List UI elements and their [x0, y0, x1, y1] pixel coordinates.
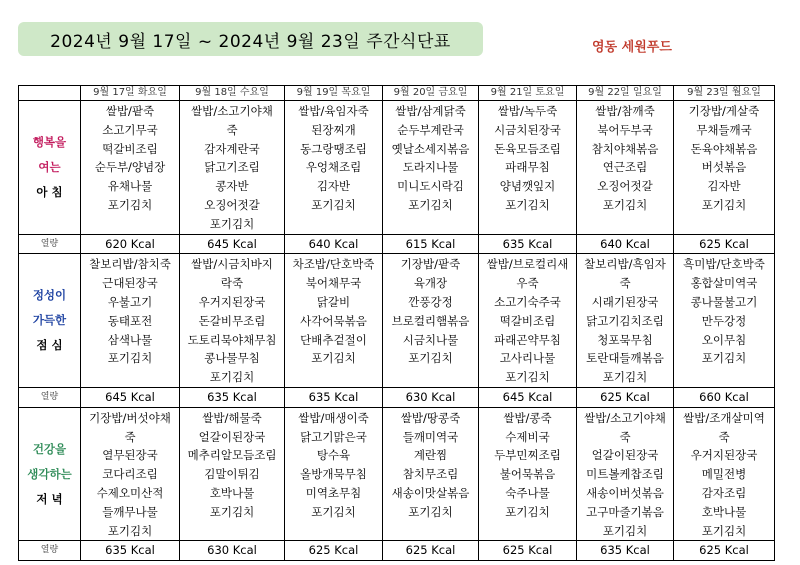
menu-item: 메밀전병: [701, 467, 747, 482]
menu-item: 새송이맛살볶음: [391, 485, 470, 500]
menu-item: 닭고기조림: [204, 160, 260, 175]
meal-cell: [180, 254, 285, 388]
meal-cell: [180, 407, 285, 541]
menu-item: 들깨미역국: [402, 429, 459, 444]
menu-item: 포기김치: [408, 504, 453, 519]
menu-item: 우불고기: [107, 294, 153, 309]
menu-item: 육개장: [413, 276, 448, 291]
menu-item: 쌀밥/녹두죽: [497, 104, 558, 118]
menu-item: 떡갈비조림: [499, 313, 556, 328]
meal-label-line: 행복을: [32, 134, 67, 149]
menu-item: 코다리조림: [102, 467, 158, 482]
day-header: 9월 22일 일요일: [577, 86, 674, 101]
menu-item: 락죽: [220, 276, 244, 291]
day-header: 9월 20일 금요일: [383, 86, 479, 101]
kcal-label: 열량: [19, 234, 81, 254]
menu-item: 포기김치: [107, 351, 153, 366]
kcal-value: 645 Kcal: [81, 387, 180, 407]
meal-cell: [577, 254, 674, 388]
menu-item: 홍합살미역국: [690, 276, 758, 291]
menu-item: 죽: [619, 429, 631, 444]
kcal-value: 625 Kcal: [674, 541, 775, 561]
menu-item: 찰보리밥/참치죽: [89, 257, 171, 272]
menu-item: 올방개묵무침: [300, 467, 367, 482]
menu-item: 얼갈이된장국: [591, 448, 659, 463]
meal-cell: [577, 101, 674, 235]
menu-item: 포기김치: [408, 351, 453, 366]
menu-item: 쌀밥/조개살미역: [683, 410, 765, 425]
menu-item: 차조밥/단호박죽: [292, 257, 375, 272]
meal-cell: [479, 101, 577, 235]
menu-item: 깐풍강정: [408, 294, 453, 309]
meal-label-line: 점 심: [36, 338, 63, 353]
menu-item: 유채나물: [107, 179, 153, 194]
menu-item: 포기김치: [107, 197, 153, 212]
kcal-row: [19, 234, 775, 254]
menu-item: 미트볼케찹조림: [586, 467, 664, 482]
day-header-row: [19, 86, 775, 101]
menu-item: 만두강정: [701, 313, 747, 328]
meal-cell: [479, 407, 577, 541]
menu-item: 돈육야채볶음: [690, 141, 758, 156]
menu-item: 새송이버섯볶음: [586, 485, 664, 500]
meal-cell: [285, 101, 383, 235]
menu-item: 콩나물무침: [204, 351, 260, 366]
meal-row: [19, 407, 775, 541]
kcal-value: 635 Kcal: [285, 387, 383, 407]
menu-item: 기장밥/버섯야채: [89, 410, 171, 425]
menu-item: 콩자반: [215, 179, 249, 194]
menu-item: 포기김치: [505, 504, 550, 519]
meal-label-line: 정성이: [32, 288, 67, 303]
menu-item: 수제비국: [505, 429, 550, 444]
menu-item: 포기김치: [505, 370, 550, 385]
menu-item: 옛날소세지볶음: [391, 141, 470, 156]
menu-item: 돈육모듬조림: [494, 141, 561, 156]
menu-item: 도라지나물: [402, 160, 459, 175]
menu-item: 시금치나물: [402, 332, 459, 347]
meal-label-line: 여는: [38, 159, 61, 174]
kcal-value: 635 Kcal: [180, 387, 285, 407]
menu-item: 김자반: [707, 179, 741, 194]
kcal-value: 630 Kcal: [180, 541, 285, 561]
menu-item: 된장찌개: [311, 122, 356, 137]
menu-item: 포기김치: [311, 197, 356, 212]
menu-item: 쌀밥/참깨죽: [595, 104, 655, 118]
kcal-value: 640 Kcal: [577, 234, 674, 254]
menu-item: 시금치된장국: [494, 122, 561, 137]
menu-item: 포기김치: [408, 197, 453, 212]
menu-item: 떡갈비조림: [102, 141, 158, 156]
menu-item: 수제오미산적: [96, 485, 164, 500]
menu-item: 파래무침: [505, 160, 550, 175]
menu-item: 기장밥/게살죽: [688, 104, 760, 118]
kcal-value: 635 Kcal: [479, 234, 577, 254]
menu-item: 두부민찌조림: [494, 448, 561, 463]
menu-item: 청포묵무침: [597, 332, 653, 347]
menu-item: 쌀밥/팥죽: [105, 104, 155, 118]
menu-item: 브로컬리햄볶음: [391, 313, 470, 328]
meal-label: [19, 254, 81, 388]
kcal-value: 635 Kcal: [577, 541, 674, 561]
weekly-menu-table: [18, 85, 775, 561]
meal-cell: [383, 254, 479, 388]
meal-row: [19, 254, 775, 388]
kcal-value: 620 Kcal: [81, 234, 180, 254]
menu-item: 동태포전: [107, 313, 153, 328]
menu-body: [19, 101, 775, 561]
menu-item: 탕수육: [316, 448, 351, 463]
menu-item: 얼갈이된장국: [198, 429, 266, 444]
menu-item: 연근조림: [602, 160, 648, 175]
kcal-value: 630 Kcal: [383, 387, 479, 407]
kcal-value: 615 Kcal: [383, 234, 479, 254]
menu-item: 북어두부국: [597, 122, 653, 137]
menu-item: 김말이튀김: [204, 467, 260, 482]
menu-item: 소고기무국: [102, 122, 158, 137]
day-header: 9월 17일 화요일: [81, 86, 180, 101]
menu-item: 닭고기맑은국: [300, 429, 367, 444]
menu-item: 열무된장국: [102, 448, 158, 463]
menu-item: 닭갈비: [316, 294, 351, 309]
menu-item: 우거지된장국: [198, 294, 266, 309]
day-header: 9월 21일 토요일: [479, 86, 577, 101]
day-header: 9월 19일 목요일: [285, 86, 383, 101]
menu-item: 사각어묵볶음: [300, 313, 367, 328]
menu-item: 우거지된장국: [690, 448, 758, 463]
menu-item: 파래곤약무침: [494, 332, 561, 347]
meal-label: [19, 101, 81, 235]
meal-cell: [285, 254, 383, 388]
menu-item: 포기김치: [209, 370, 255, 385]
menu-item: 포기김치: [209, 216, 255, 231]
menu-item: 감자계란국: [204, 141, 260, 156]
menu-item: 흑미밥/단호박죽: [683, 257, 765, 272]
menu-item: 호박나물: [209, 485, 255, 500]
menu-item: 오징어젓갈: [597, 179, 653, 194]
meal-cell: [285, 407, 383, 541]
kcal-row: [19, 387, 775, 407]
meal-cell: [81, 407, 180, 541]
menu-item: 콩나물불고기: [690, 294, 758, 309]
menu-item: 포기김치: [602, 197, 648, 212]
menu-item: 미역초무침: [305, 485, 362, 500]
menu-item: 죽: [124, 429, 136, 444]
menu-item: 포기김치: [311, 351, 356, 366]
menu-item: 포기김치: [602, 523, 648, 538]
menu-item: 감자조림: [701, 485, 747, 500]
menu-item: 오징어젓갈: [204, 197, 260, 212]
company-name: 영동 세원푸드: [592, 40, 672, 55]
meal-cell: [479, 254, 577, 388]
menu-item: 오이무침: [701, 332, 747, 347]
menu-item: 소고기숙주국: [494, 294, 561, 309]
menu-item: 시래기된장국: [591, 294, 659, 309]
menu-item: 호박나물: [701, 504, 747, 519]
meal-cell: [577, 407, 674, 541]
kcal-value: 645 Kcal: [479, 387, 577, 407]
menu-item: 들깨무나물: [102, 504, 158, 519]
kcal-value: 660 Kcal: [674, 387, 775, 407]
menu-item: 우엉채조림: [305, 160, 362, 175]
menu-item: 돈갈비무조림: [198, 313, 266, 328]
menu-item: 쌀밥/콩죽: [503, 410, 552, 425]
menu-item: 쌀밥/소고기야채: [191, 104, 273, 118]
menu-item: 죽: [619, 276, 631, 291]
menu-item: 버섯볶음: [701, 160, 747, 175]
meal-label-line: 저 녁: [36, 491, 63, 506]
menu-item: 고구마줄기볶음: [586, 504, 664, 519]
meal-label-line: 아 침: [36, 184, 63, 199]
header-corner: [19, 86, 81, 101]
menu-item: 계란찜: [413, 448, 448, 463]
page-title-box: [18, 22, 483, 56]
kcal-value: 625 Kcal: [674, 234, 775, 254]
menu-item: 고사리나물: [499, 351, 556, 366]
meal-cell: [674, 407, 775, 541]
menu-item: 단배추겉절이: [300, 332, 367, 347]
page-title: 2024년 9월 17일 ~ 2024년 9월 23일 주간식단표: [50, 31, 451, 52]
meal-row: [19, 101, 775, 235]
menu-item: 미니도시락김: [397, 179, 464, 194]
menu-item: 쌀밥/땅콩죽: [400, 410, 461, 425]
menu-item: 포기김치: [311, 504, 356, 519]
menu-item: 삼색나물: [107, 332, 153, 347]
menu-item: 김자반: [316, 179, 351, 194]
menu-item: 북어채무국: [305, 276, 362, 291]
menu-item: 불어묵볶음: [499, 467, 556, 482]
kcal-value: 645 Kcal: [180, 234, 285, 254]
menu-item: 포기김치: [505, 197, 550, 212]
menu-item: 쌀밥/브로컬리새: [486, 257, 569, 272]
meal-label: [19, 407, 81, 541]
menu-item: 순두부/양념장: [94, 160, 166, 175]
menu-item: 쌀밥/매생이죽: [298, 410, 369, 425]
meal-label-line: 건강을: [32, 441, 67, 456]
meal-cell: [383, 101, 479, 235]
day-header: 9월 18일 수요일: [180, 86, 285, 101]
menu-item: 찰보리밥/흑임자: [584, 257, 666, 272]
meal-label-line: 생각하는: [27, 466, 72, 481]
menu-item: 죽: [718, 429, 730, 444]
meal-cell: [81, 254, 180, 388]
menu-item: 쌀밥/해물죽: [202, 410, 262, 425]
menu-item: 기장밥/팥죽: [400, 257, 461, 272]
meal-cell: [180, 101, 285, 235]
kcal-label: 열량: [19, 541, 81, 561]
menu-item: 참치야채볶음: [591, 141, 659, 156]
kcal-value: 625 Kcal: [479, 541, 577, 561]
menu-item: 죽: [226, 122, 238, 137]
kcal-value: 640 Kcal: [285, 234, 383, 254]
menu-item: 쌀밥/소고기야채: [584, 410, 666, 425]
meal-cell: [674, 101, 775, 235]
meal-cell: [383, 407, 479, 541]
menu-item: 메추리알모듬조림: [187, 448, 277, 463]
menu-item: 닭고기김치조림: [586, 313, 664, 328]
menu-item: 도토리묵야채무침: [187, 332, 277, 347]
menu-item: 양념깻잎지: [499, 179, 556, 194]
menu-item: 포기김치: [701, 351, 747, 366]
menu-item: 포기김치: [209, 504, 255, 519]
meal-cell: [81, 101, 180, 235]
meal-label-line: 가득한: [32, 313, 67, 328]
menu-item: 토란대들깨볶음: [586, 351, 664, 366]
kcal-value: 625 Kcal: [383, 541, 479, 561]
menu-item: 쌀밥/육임자죽: [298, 104, 369, 118]
menu-item: 동그랑땡조림: [300, 141, 367, 156]
menu-item: 쌀밥/시금치바지: [191, 257, 273, 272]
menu-item: 순두부계란국: [397, 122, 464, 137]
day-header: 9월 23일 월요일: [674, 86, 775, 101]
kcal-row: [19, 541, 775, 561]
kcal-label: 열량: [19, 387, 81, 407]
menu-item: 포기김치: [701, 523, 747, 538]
menu-item: 숙주나물: [505, 485, 550, 500]
menu-item: 참치무조림: [402, 467, 459, 482]
kcal-value: 625 Kcal: [577, 387, 674, 407]
menu-item: 포기김치: [602, 370, 648, 385]
menu-item: 포기김치: [701, 197, 747, 212]
menu-item: 무채들깨국: [696, 122, 752, 137]
menu-item: 우죽: [516, 276, 539, 291]
menu-item: 포기김치: [107, 523, 153, 538]
kcal-value: 625 Kcal: [285, 541, 383, 561]
menu-item: 근대된장국: [102, 276, 158, 291]
meal-cell: [674, 254, 775, 388]
menu-item: 쌀밥/삼계닭죽: [395, 104, 466, 118]
kcal-value: 635 Kcal: [81, 541, 180, 561]
